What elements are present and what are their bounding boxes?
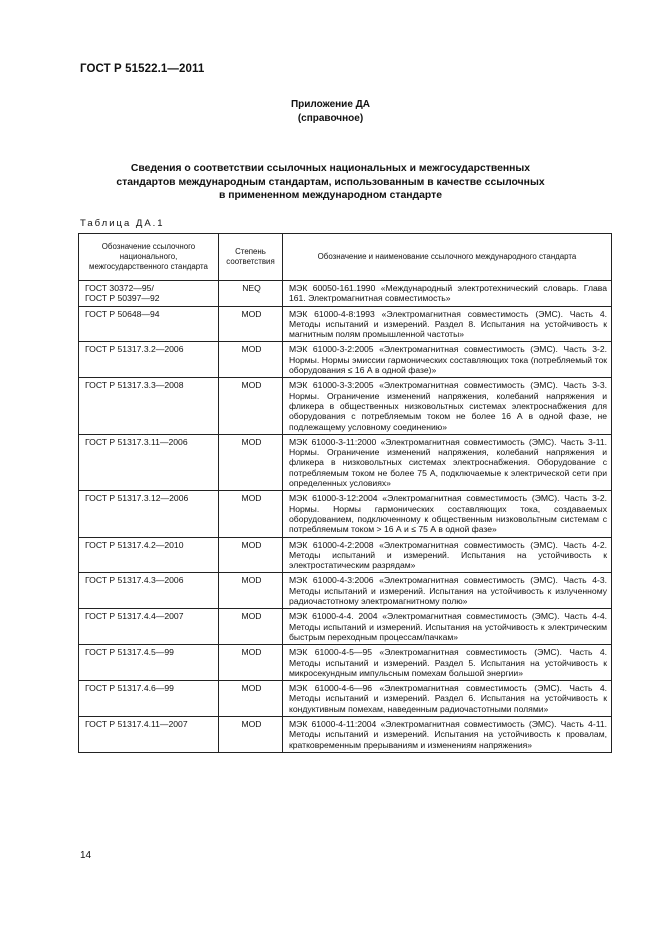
national-standard-cell: ГОСТ Р 51317.4.3—2006 <box>79 573 219 609</box>
national-standard-cell: ГОСТ Р 51317.4.2—2010 <box>79 537 219 573</box>
section-title-line-1: Сведения о соответствии ссылочных национальных и межгосударственных <box>130 163 531 174</box>
international-standard-cell: МЭК 61000-4-4. 2004 «Электромагнитная совместимость (ЭМС). Часть 4-4. Методы испытаний и измерений. Испытания на устойчивость к электрическим быстрым переходным процессам/пачкам» <box>283 609 612 645</box>
table-row <box>79 609 612 645</box>
degree-cell: MOD <box>219 434 283 490</box>
national-standard-cell: ГОСТ 30372—95/ ГОСТ Р 50397—92 <box>79 281 219 307</box>
header-international-standard: Обозначение и наименование ссылочного международного стандарта <box>283 234 612 281</box>
correspondence-table <box>78 233 612 753</box>
table-row <box>79 281 612 307</box>
international-standard-cell: МЭК 61000-3-2:2005 «Электромагнитная совместимость (ЭМС). Часть 3-2. Нормы. Нормы эмиссии гармонических составляющих тока (потребляемый ток оборудования ≤ 16 А в одной фазе)» <box>283 342 612 378</box>
table-row <box>79 716 612 752</box>
national-standard-cell: ГОСТ Р 51317.3.2—2006 <box>79 342 219 378</box>
table-row <box>79 342 612 378</box>
national-standard-cell: ГОСТ Р 51317.4.11—2007 <box>79 716 219 752</box>
international-standard-cell: МЭК 60050-161.1990 «Международный электротехнический словарь. Глава 161. Электромагнитная совместимость» <box>283 281 612 307</box>
table-body <box>79 281 612 753</box>
degree-cell: NEQ <box>219 281 283 307</box>
degree-cell: MOD <box>219 537 283 573</box>
document-header: ГОСТ Р 51522.1—2011 <box>80 63 205 75</box>
degree-cell: MOD <box>219 378 283 434</box>
national-standard-cell: ГОСТ Р 51317.3.12—2006 <box>79 491 219 537</box>
table-row <box>79 681 612 717</box>
table-row <box>79 306 612 342</box>
degree-cell: MOD <box>219 716 283 752</box>
international-standard-cell: МЭК 61000-4-8:1993 «Электромагнитная совместимость (ЭМС). Часть 4. Методы испытаний и измерений. Раздел 8. Испытания на устойчивость к магнитным полям промышленной частоты» <box>283 306 612 342</box>
section-title <box>100 162 561 203</box>
annex-subtitle: (справочное) <box>297 113 364 124</box>
international-standard-cell: МЭК 61000-4-11:2004 «Электромагнитная совместимость (ЭМС). Часть 4-11. Методы испытаний и измерений. Испытания на устойчивость к провалам, кратковременным прерываниям и изменениям напряжения» <box>283 716 612 752</box>
degree-cell: MOD <box>219 609 283 645</box>
international-standard-cell: МЭК 61000-3-3:2005 «Электромагнитная совместимость (ЭМС). Часть 3-3. Нормы. Ограничение изменений напряжения, колебаний напряжения и фликера в общественных низковольтных системах электроснабжения для оборудования с потребляемым током не более 16 А в одной фазе, не подлежащему условному соединению» <box>283 378 612 434</box>
national-standard-cell: ГОСТ Р 51317.3.3—2008 <box>79 378 219 434</box>
page-number: 14 <box>80 850 92 861</box>
degree-cell: MOD <box>219 491 283 537</box>
international-standard-cell: МЭК 61000-4-2:2008 «Электромагнитная совместимость (ЭМС). Часть 4-2. Методы испытаний и измерений. Испытания на устойчивость к электростатическим разрядам» <box>283 537 612 573</box>
section-title-line-3: в примененном международном стандарте <box>219 190 442 201</box>
header-degree: Степень соответствия <box>219 234 283 281</box>
degree-cell: MOD <box>219 306 283 342</box>
international-standard-cell: МЭК 61000-3-11:2000 «Электромагнитная совместимость (ЭМС). Часть 3-11. Нормы. Ограничение изменений напряжения, колебаний напряжения и фликера в низковольтных системах электроснабжения. Оборудование с потребляемым током не более 75 А, подключаемые к электрической сети при определенных условиях» <box>283 434 612 490</box>
degree-cell: MOD <box>219 573 283 609</box>
international-standard-cell: МЭК 61000-4-5—95 «Электромагнитная совместимость (ЭМС). Часть 4. Методы испытаний и измерений. Раздел 5. Испытания на устойчивость к микросекундным импульсным помехам большой энергии» <box>283 645 612 681</box>
table-row <box>79 434 612 490</box>
degree-cell: MOD <box>219 681 283 717</box>
national-standard-cell: ГОСТ Р 51317.3.11—2006 <box>79 434 219 490</box>
degree-cell: MOD <box>219 342 283 378</box>
section-title-line-2: стандартов международным стандартам, использованным в качестве ссылочных <box>116 176 545 188</box>
table-row <box>79 537 612 573</box>
header-national-standard: Обозначение ссылочного национального, межгосударственного стандарта <box>79 234 219 281</box>
national-standard-cell: ГОСТ Р 51317.4.5—99 <box>79 645 219 681</box>
table-header-row <box>79 234 612 281</box>
table-row <box>79 573 612 609</box>
international-standard-cell: МЭК 61000-4-3:2006 «Электромагнитная совместимость (ЭМС). Часть 4-3. Методы испытаний и измерений. Испытания на устойчивость к излученному радиочастотному электромагнитному полю» <box>283 573 612 609</box>
international-standard-cell: МЭК 61000-4-6—96 «Электромагнитная совместимость (ЭМС). Часть 4. Методы испытаний и измерений. Раздел 6. Испытания на устойчивость к кондуктивным помехам, наведенным радиочастотными полями» <box>283 681 612 717</box>
table-caption: Таблица ДА.1 <box>80 218 165 229</box>
table-row <box>79 491 612 537</box>
national-standard-cell: ГОСТ Р 51317.4.4—2007 <box>79 609 219 645</box>
national-standard-cell: ГОСТ Р 50648—94 <box>79 306 219 342</box>
international-standard-cell: МЭК 61000-3-12:2004 «Электромагнитная совместимость (ЭМС). Часть 3-2. Нормы. Нормы гармонических составляющих тока, создаваемых оборудованием, подключенному к общественным низковольтным системам с потребляемым током > 16 А и ≤ 75 А в одной фазе» <box>283 491 612 537</box>
annex-heading <box>0 98 661 126</box>
table-row <box>79 645 612 681</box>
national-standard-cell: ГОСТ Р 51317.4.6—99 <box>79 681 219 717</box>
degree-cell: MOD <box>219 645 283 681</box>
annex-title: Приложение ДА <box>290 99 371 110</box>
table-row <box>79 378 612 434</box>
